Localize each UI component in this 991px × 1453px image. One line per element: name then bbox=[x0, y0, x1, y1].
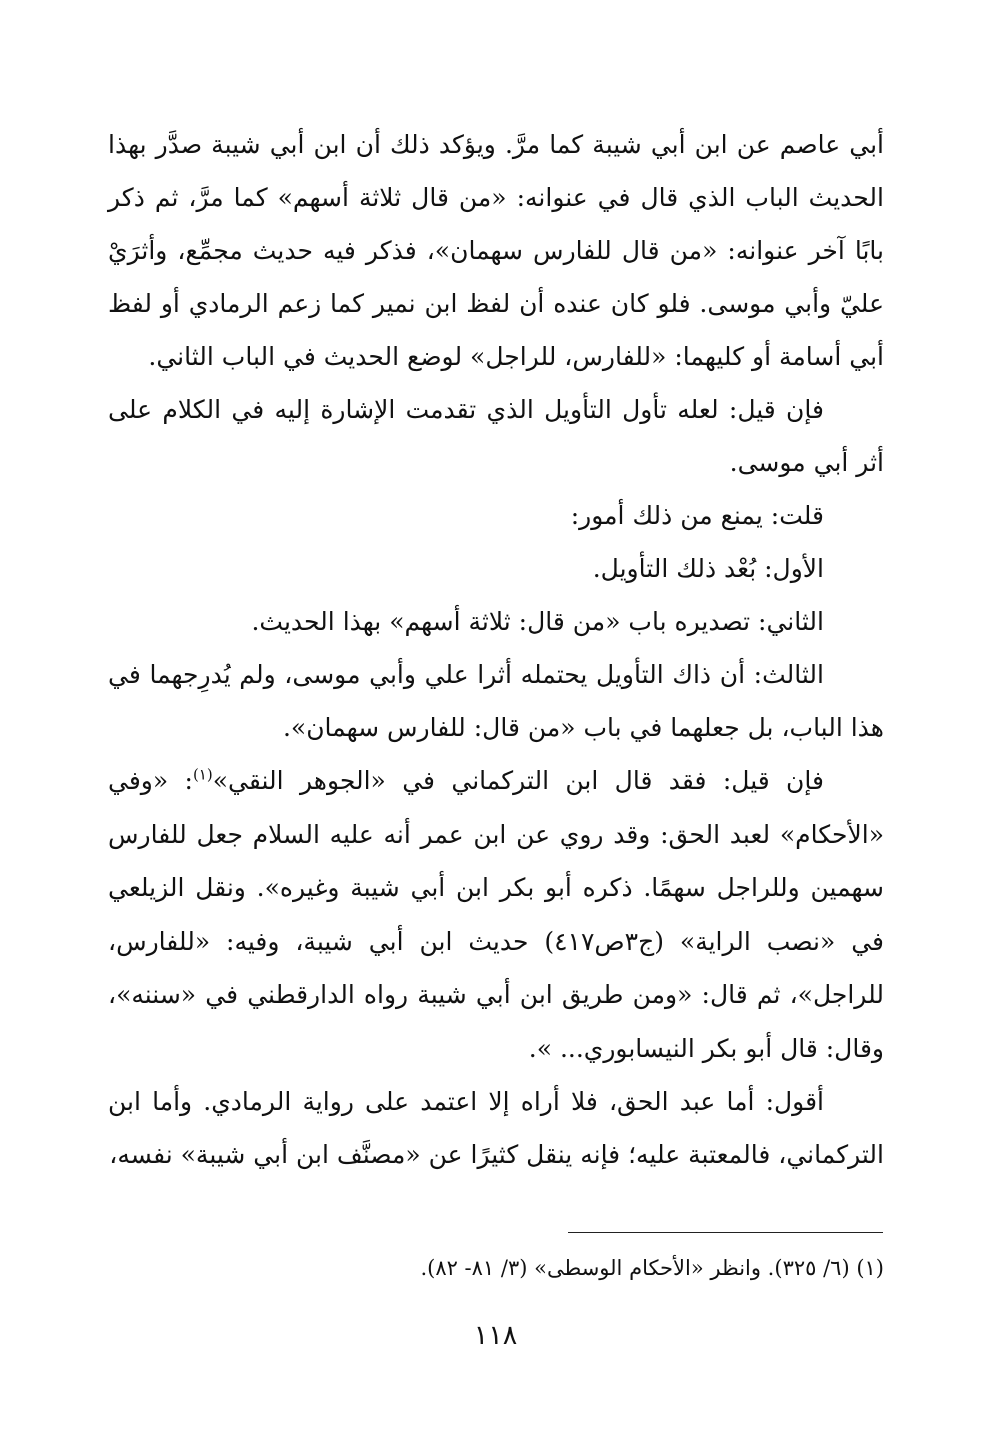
main-text bbox=[108, 118, 884, 1181]
paragraph: فإن قيل: لعله تأول التأويل الذي تقدمت الإشارة إليه في الكلام على أثر أبي موسى. bbox=[108, 395, 884, 477]
paragraph: أبي عاصم عن ابن أبي شيبة كما مرَّ. ويؤكد ذلك أن ابن أبي شيبة صدَّر بهذا الحديث الباب الذي قال في عنوانه: «من قال ثلاثة أسهم» كما مرَّ، ثم ذكر بابًا آخر عنوانه: «من قال للفارس سهمان»، فذكر فيه حديث مجمِّع، وأثرَيْ عليّ وأبي موسى. فلو كان عنده أن لفظ ابن نمير كما زعم الرمادي أو لفظ أبي أسامة أو كليهما: «للفارس، للراجل» لوضع الحديث في الباب الثاني. bbox=[108, 130, 884, 371]
paragraph-text-after-ref: : «وفي «الأحكام» لعبد الحق: وقد روي عن ابن عمر أنه عليه السلام جعل للفارس سهمين وللراجل سهمًا. ذكره أبو بكر ابن أبي شيبة وغيره». ونقل الزيلعي في «نصب الراية» (ج٣ص٤١٧) حديث ابن أبي شيبة، وفيه: «للفارس، للراجل»، ثم قال: «ومن طريق ابن أبي شيبة رواه الدارقطني في «سننه»، وقال: قال أبو بكر النيسابوري... ». bbox=[108, 766, 884, 1063]
paragraph: الثالث: أن ذاك التأويل يحتمله أثرا علي وأبي موسى، ولم يُدرِجهما في هذا الباب، بل جعلهما في باب «من قال: للفارس سهمان». bbox=[108, 660, 884, 742]
footnote-reference: (١) bbox=[192, 765, 213, 784]
paragraph-text-before-ref: فإن قيل: فقد قال ابن التركماني في «الجوهر النقي» bbox=[212, 766, 824, 795]
paragraph: قلت: يمنع من ذلك أمور: bbox=[570, 501, 824, 530]
footnote: (١) (٦/ ٣٢٥). وانظر «الأحكام الوسطى» (٣/ ٨١- ٨٢). bbox=[420, 1256, 884, 1280]
paragraph: أقول: أما عبد الحق، فلا أراه إلا اعتمد على رواية الرمادي. وأما ابن التركماني، فالمعتبة عليه؛ فإنه ينقل كثيرًا عن «مصنَّف ابن أبي شيبة» نفسه، bbox=[108, 1087, 884, 1169]
paragraph-with-footnote bbox=[108, 754, 884, 1075]
page-number: ١١٨ bbox=[473, 1320, 518, 1351]
footnote-divider bbox=[568, 1232, 883, 1233]
paragraph: الثاني: تصديره باب «من قال: ثلاثة أسهم» بهذا الحديث. bbox=[251, 607, 824, 636]
paragraph: الأول: بُعْد ذلك التأويل. bbox=[592, 554, 824, 583]
